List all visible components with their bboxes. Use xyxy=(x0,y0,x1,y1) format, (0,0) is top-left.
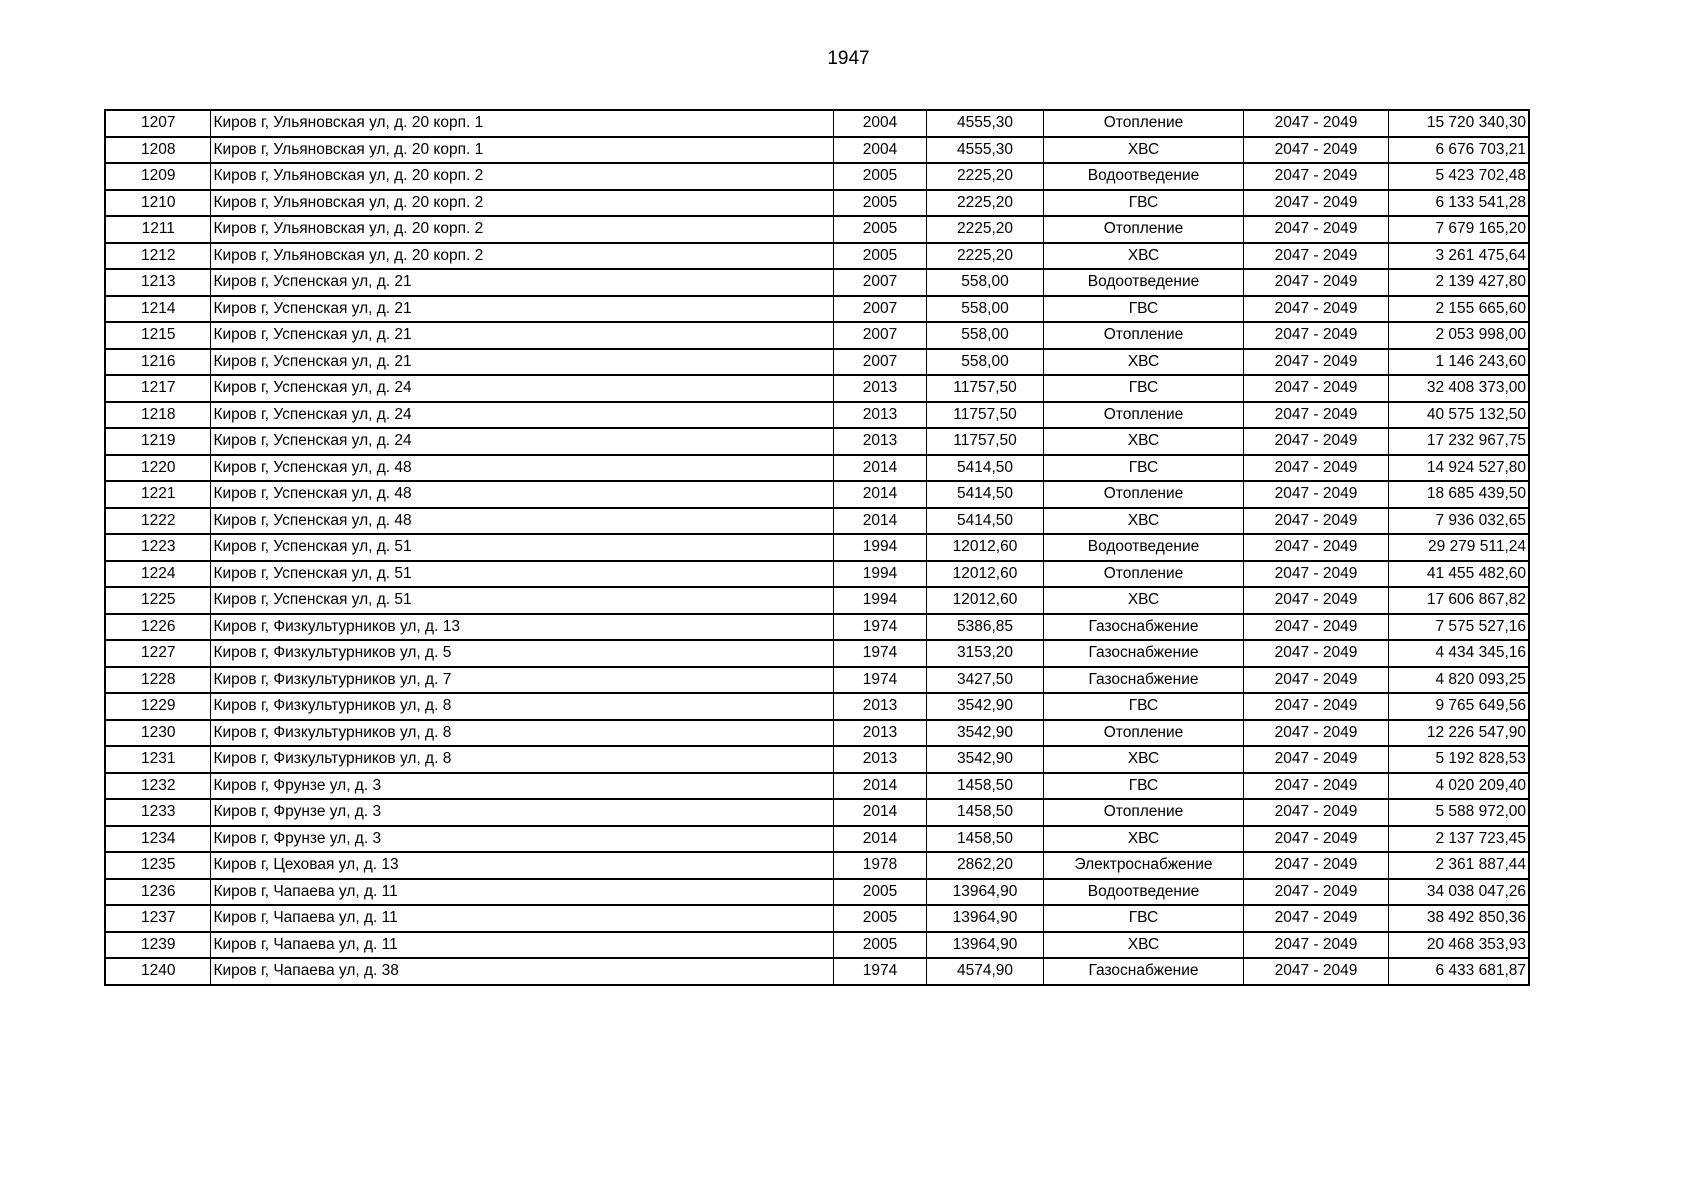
row-number-cell: 1234 xyxy=(105,826,210,853)
area-cell: 3153,20 xyxy=(926,640,1043,667)
year-cell: 1974 xyxy=(833,614,926,641)
area-cell: 2225,20 xyxy=(926,163,1043,190)
table-row xyxy=(105,852,1529,879)
cost-cell: 29 279 511,24 xyxy=(1388,534,1529,561)
address-cell: Киров г, Чапаева ул, д. 11 xyxy=(210,905,833,932)
period-cell: 2047 - 2049 xyxy=(1243,296,1388,323)
table-row xyxy=(105,163,1529,190)
table-row xyxy=(105,561,1529,588)
area-cell: 2225,20 xyxy=(926,243,1043,270)
address-cell: Киров г, Успенская ул, д. 51 xyxy=(210,534,833,561)
address-cell: Киров г, Цеховая ул, д. 13 xyxy=(210,852,833,879)
table-row xyxy=(105,243,1529,270)
period-cell: 2047 - 2049 xyxy=(1243,402,1388,429)
table-row xyxy=(105,614,1529,641)
year-cell: 1974 xyxy=(833,667,926,694)
cost-cell: 38 492 850,36 xyxy=(1388,905,1529,932)
table-row xyxy=(105,296,1529,323)
year-cell: 2005 xyxy=(833,932,926,959)
year-cell: 1994 xyxy=(833,534,926,561)
period-cell: 2047 - 2049 xyxy=(1243,826,1388,853)
cost-cell: 5 192 828,53 xyxy=(1388,746,1529,773)
period-cell: 2047 - 2049 xyxy=(1243,879,1388,906)
year-cell: 2013 xyxy=(833,375,926,402)
area-cell: 1458,50 xyxy=(926,773,1043,800)
table-row xyxy=(105,190,1529,217)
cost-cell: 2 137 723,45 xyxy=(1388,826,1529,853)
year-cell: 2014 xyxy=(833,455,926,482)
cost-cell: 15 720 340,30 xyxy=(1388,110,1529,137)
table-row xyxy=(105,375,1529,402)
address-cell: Киров г, Успенская ул, д. 21 xyxy=(210,296,833,323)
period-cell: 2047 - 2049 xyxy=(1243,587,1388,614)
service-type-cell: ХВС xyxy=(1043,428,1243,455)
table-row xyxy=(105,349,1529,376)
address-cell: Киров г, Успенская ул, д. 48 xyxy=(210,508,833,535)
cost-cell: 34 038 047,26 xyxy=(1388,879,1529,906)
service-type-cell: ГВС xyxy=(1043,190,1243,217)
address-cell: Киров г, Успенская ул, д. 24 xyxy=(210,402,833,429)
area-cell: 13964,90 xyxy=(926,879,1043,906)
service-type-cell: ХВС xyxy=(1043,587,1243,614)
address-cell: Киров г, Фрунзе ул, д. 3 xyxy=(210,799,833,826)
cost-cell: 7 575 527,16 xyxy=(1388,614,1529,641)
service-type-cell: Водоотведение xyxy=(1043,879,1243,906)
page-number: 1947 xyxy=(827,48,870,69)
table-row xyxy=(105,667,1529,694)
address-cell: Киров г, Успенская ул, д. 24 xyxy=(210,428,833,455)
table-row xyxy=(105,269,1529,296)
address-cell: Киров г, Физкультурников ул, д. 8 xyxy=(210,720,833,747)
period-cell: 2047 - 2049 xyxy=(1243,561,1388,588)
service-type-cell: Отопление xyxy=(1043,561,1243,588)
service-type-cell: ХВС xyxy=(1043,137,1243,164)
cost-cell: 4 820 093,25 xyxy=(1388,667,1529,694)
period-cell: 2047 - 2049 xyxy=(1243,534,1388,561)
address-cell: Киров г, Фрунзе ул, д. 3 xyxy=(210,826,833,853)
address-cell: Киров г, Физкультурников ул, д. 13 xyxy=(210,614,833,641)
service-type-cell: ГВС xyxy=(1043,375,1243,402)
service-type-cell: Отопление xyxy=(1043,481,1243,508)
row-number-cell: 1231 xyxy=(105,746,210,773)
row-number-cell: 1224 xyxy=(105,561,210,588)
area-cell: 5414,50 xyxy=(926,481,1043,508)
row-number-cell: 1222 xyxy=(105,508,210,535)
service-type-cell: Водоотведение xyxy=(1043,269,1243,296)
period-cell: 2047 - 2049 xyxy=(1243,693,1388,720)
year-cell: 2004 xyxy=(833,137,926,164)
row-number-cell: 1212 xyxy=(105,243,210,270)
cost-cell: 7 936 032,65 xyxy=(1388,508,1529,535)
cost-cell: 2 155 665,60 xyxy=(1388,296,1529,323)
period-cell: 2047 - 2049 xyxy=(1243,455,1388,482)
row-number-cell: 1218 xyxy=(105,402,210,429)
address-cell: Киров г, Ульяновская ул, д. 20 корп. 1 xyxy=(210,110,833,137)
year-cell: 2005 xyxy=(833,190,926,217)
table-row xyxy=(105,110,1529,137)
row-number-cell: 1232 xyxy=(105,773,210,800)
row-number-cell: 1215 xyxy=(105,322,210,349)
address-cell: Киров г, Успенская ул, д. 21 xyxy=(210,322,833,349)
year-cell: 2014 xyxy=(833,799,926,826)
address-cell: Киров г, Успенская ул, д. 21 xyxy=(210,269,833,296)
row-number-cell: 1229 xyxy=(105,693,210,720)
cost-cell: 3 261 475,64 xyxy=(1388,243,1529,270)
service-type-cell: Водоотведение xyxy=(1043,163,1243,190)
cost-cell: 9 765 649,56 xyxy=(1388,693,1529,720)
area-cell: 2225,20 xyxy=(926,216,1043,243)
year-cell: 2007 xyxy=(833,322,926,349)
area-cell: 558,00 xyxy=(926,322,1043,349)
area-cell: 4555,30 xyxy=(926,137,1043,164)
row-number-cell: 1220 xyxy=(105,455,210,482)
cost-cell: 12 226 547,90 xyxy=(1388,720,1529,747)
service-type-cell: Отопление xyxy=(1043,720,1243,747)
table-row xyxy=(105,879,1529,906)
row-number-cell: 1240 xyxy=(105,958,210,985)
year-cell: 2014 xyxy=(833,481,926,508)
table-row xyxy=(105,322,1529,349)
service-type-cell: Водоотведение xyxy=(1043,534,1243,561)
cost-cell: 7 679 165,20 xyxy=(1388,216,1529,243)
row-number-cell: 1216 xyxy=(105,349,210,376)
year-cell: 2005 xyxy=(833,879,926,906)
row-number-cell: 1210 xyxy=(105,190,210,217)
row-number-cell: 1213 xyxy=(105,269,210,296)
period-cell: 2047 - 2049 xyxy=(1243,216,1388,243)
area-cell: 11757,50 xyxy=(926,402,1043,429)
row-number-cell: 1221 xyxy=(105,481,210,508)
cost-cell: 2 139 427,80 xyxy=(1388,269,1529,296)
area-cell: 4555,30 xyxy=(926,110,1043,137)
period-cell: 2047 - 2049 xyxy=(1243,322,1388,349)
address-cell: Киров г, Физкультурников ул, д. 5 xyxy=(210,640,833,667)
table-row xyxy=(105,958,1529,985)
period-cell: 2047 - 2049 xyxy=(1243,799,1388,826)
period-cell: 2047 - 2049 xyxy=(1243,852,1388,879)
area-cell: 13964,90 xyxy=(926,932,1043,959)
address-cell: Киров г, Чапаева ул, д. 38 xyxy=(210,958,833,985)
period-cell: 2047 - 2049 xyxy=(1243,958,1388,985)
table-row xyxy=(105,826,1529,853)
cost-cell: 2 361 887,44 xyxy=(1388,852,1529,879)
address-cell: Киров г, Ульяновская ул, д. 20 корп. 2 xyxy=(210,163,833,190)
area-cell: 5414,50 xyxy=(926,508,1043,535)
row-number-cell: 1236 xyxy=(105,879,210,906)
area-cell: 4574,90 xyxy=(926,958,1043,985)
cost-cell: 41 455 482,60 xyxy=(1388,561,1529,588)
address-cell: Киров г, Успенская ул, д. 51 xyxy=(210,561,833,588)
area-cell: 558,00 xyxy=(926,269,1043,296)
period-cell: 2047 - 2049 xyxy=(1243,932,1388,959)
period-cell: 2047 - 2049 xyxy=(1243,163,1388,190)
row-number-cell: 1233 xyxy=(105,799,210,826)
row-number-cell: 1235 xyxy=(105,852,210,879)
period-cell: 2047 - 2049 xyxy=(1243,349,1388,376)
period-cell: 2047 - 2049 xyxy=(1243,428,1388,455)
service-type-cell: Газоснабжение xyxy=(1043,614,1243,641)
service-type-cell: ХВС xyxy=(1043,508,1243,535)
year-cell: 2013 xyxy=(833,402,926,429)
period-cell: 2047 - 2049 xyxy=(1243,508,1388,535)
year-cell: 2014 xyxy=(833,508,926,535)
row-number-cell: 1219 xyxy=(105,428,210,455)
cost-cell: 14 924 527,80 xyxy=(1388,455,1529,482)
area-cell: 5386,85 xyxy=(926,614,1043,641)
table-row xyxy=(105,693,1529,720)
service-type-cell: Отопление xyxy=(1043,322,1243,349)
service-type-cell: ГВС xyxy=(1043,773,1243,800)
area-cell: 11757,50 xyxy=(926,375,1043,402)
address-cell: Киров г, Успенская ул, д. 21 xyxy=(210,349,833,376)
service-type-cell: Отопление xyxy=(1043,216,1243,243)
service-type-cell: ХВС xyxy=(1043,243,1243,270)
year-cell: 2013 xyxy=(833,746,926,773)
row-number-cell: 1239 xyxy=(105,932,210,959)
service-type-cell: ХВС xyxy=(1043,826,1243,853)
address-cell: Киров г, Физкультурников ул, д. 7 xyxy=(210,667,833,694)
table-row xyxy=(105,534,1529,561)
year-cell: 2007 xyxy=(833,269,926,296)
service-type-cell: ГВС xyxy=(1043,693,1243,720)
table-row xyxy=(105,428,1529,455)
cost-cell: 6 676 703,21 xyxy=(1388,137,1529,164)
address-cell: Киров г, Успенская ул, д. 48 xyxy=(210,455,833,482)
row-number-cell: 1207 xyxy=(105,110,210,137)
service-type-cell: Газоснабжение xyxy=(1043,640,1243,667)
area-cell: 3542,90 xyxy=(926,746,1043,773)
cost-cell: 1 146 243,60 xyxy=(1388,349,1529,376)
area-cell: 12012,60 xyxy=(926,561,1043,588)
table-row xyxy=(105,216,1529,243)
service-type-cell: Отопление xyxy=(1043,799,1243,826)
year-cell: 1994 xyxy=(833,587,926,614)
area-cell: 3542,90 xyxy=(926,693,1043,720)
table-row xyxy=(105,402,1529,429)
service-type-cell: ХВС xyxy=(1043,349,1243,376)
table-row xyxy=(105,481,1529,508)
address-cell: Киров г, Фрунзе ул, д. 3 xyxy=(210,773,833,800)
area-cell: 2862,20 xyxy=(926,852,1043,879)
year-cell: 2007 xyxy=(833,349,926,376)
table-body xyxy=(105,110,1529,985)
period-cell: 2047 - 2049 xyxy=(1243,746,1388,773)
year-cell: 2005 xyxy=(833,216,926,243)
year-cell: 2013 xyxy=(833,720,926,747)
area-cell: 558,00 xyxy=(926,296,1043,323)
service-type-cell: Отопление xyxy=(1043,402,1243,429)
service-type-cell: ГВС xyxy=(1043,455,1243,482)
table-row xyxy=(105,932,1529,959)
service-type-cell: ГВС xyxy=(1043,905,1243,932)
row-number-cell: 1227 xyxy=(105,640,210,667)
row-number-cell: 1237 xyxy=(105,905,210,932)
row-number-cell: 1211 xyxy=(105,216,210,243)
year-cell: 1994 xyxy=(833,561,926,588)
year-cell: 2014 xyxy=(833,826,926,853)
table-row xyxy=(105,905,1529,932)
service-type-cell: ХВС xyxy=(1043,746,1243,773)
year-cell: 2005 xyxy=(833,905,926,932)
address-cell: Киров г, Успенская ул, д. 51 xyxy=(210,587,833,614)
year-cell: 1974 xyxy=(833,640,926,667)
address-cell: Киров г, Ульяновская ул, д. 20 корп. 2 xyxy=(210,243,833,270)
year-cell: 2014 xyxy=(833,773,926,800)
row-number-cell: 1217 xyxy=(105,375,210,402)
year-cell: 1978 xyxy=(833,852,926,879)
period-cell: 2047 - 2049 xyxy=(1243,773,1388,800)
address-cell: Киров г, Физкультурников ул, д. 8 xyxy=(210,746,833,773)
period-cell: 2047 - 2049 xyxy=(1243,614,1388,641)
cost-cell: 6 433 681,87 xyxy=(1388,958,1529,985)
service-type-cell: Газоснабжение xyxy=(1043,958,1243,985)
service-type-cell: ХВС xyxy=(1043,932,1243,959)
table-row xyxy=(105,508,1529,535)
year-cell: 2004 xyxy=(833,110,926,137)
address-cell: Киров г, Физкультурников ул, д. 8 xyxy=(210,693,833,720)
area-cell: 2225,20 xyxy=(926,190,1043,217)
cost-cell: 17 606 867,82 xyxy=(1388,587,1529,614)
area-cell: 12012,60 xyxy=(926,534,1043,561)
year-cell: 2005 xyxy=(833,243,926,270)
address-cell: Киров г, Успенская ул, д. 24 xyxy=(210,375,833,402)
period-cell: 2047 - 2049 xyxy=(1243,905,1388,932)
cost-cell: 17 232 967,75 xyxy=(1388,428,1529,455)
area-cell: 3542,90 xyxy=(926,720,1043,747)
row-number-cell: 1209 xyxy=(105,163,210,190)
cost-cell: 18 685 439,50 xyxy=(1388,481,1529,508)
address-cell: Киров г, Ульяновская ул, д. 20 корп. 1 xyxy=(210,137,833,164)
period-cell: 2047 - 2049 xyxy=(1243,375,1388,402)
year-cell: 1974 xyxy=(833,958,926,985)
service-type-cell: Газоснабжение xyxy=(1043,667,1243,694)
cost-cell: 40 575 132,50 xyxy=(1388,402,1529,429)
row-number-cell: 1223 xyxy=(105,534,210,561)
row-number-cell: 1228 xyxy=(105,667,210,694)
period-cell: 2047 - 2049 xyxy=(1243,720,1388,747)
area-cell: 1458,50 xyxy=(926,826,1043,853)
table-row xyxy=(105,137,1529,164)
area-cell: 558,00 xyxy=(926,349,1043,376)
year-cell: 2013 xyxy=(833,428,926,455)
period-cell: 2047 - 2049 xyxy=(1243,667,1388,694)
table-row xyxy=(105,455,1529,482)
area-cell: 12012,60 xyxy=(926,587,1043,614)
table-row xyxy=(105,799,1529,826)
row-number-cell: 1225 xyxy=(105,587,210,614)
period-cell: 2047 - 2049 xyxy=(1243,190,1388,217)
year-cell: 2007 xyxy=(833,296,926,323)
table-row xyxy=(105,773,1529,800)
period-cell: 2047 - 2049 xyxy=(1243,481,1388,508)
address-cell: Киров г, Ульяновская ул, д. 20 корп. 2 xyxy=(210,216,833,243)
row-number-cell: 1214 xyxy=(105,296,210,323)
address-cell: Киров г, Чапаева ул, д. 11 xyxy=(210,932,833,959)
cost-cell: 5 588 972,00 xyxy=(1388,799,1529,826)
cost-cell: 32 408 373,00 xyxy=(1388,375,1529,402)
area-cell: 1458,50 xyxy=(926,799,1043,826)
address-cell: Киров г, Чапаева ул, д. 11 xyxy=(210,879,833,906)
period-cell: 2047 - 2049 xyxy=(1243,243,1388,270)
row-number-cell: 1226 xyxy=(105,614,210,641)
row-number-cell: 1208 xyxy=(105,137,210,164)
cost-cell: 2 053 998,00 xyxy=(1388,322,1529,349)
address-cell: Киров г, Успенская ул, д. 48 xyxy=(210,481,833,508)
cost-cell: 4 434 345,16 xyxy=(1388,640,1529,667)
table-row xyxy=(105,640,1529,667)
year-cell: 2005 xyxy=(833,163,926,190)
table-row xyxy=(105,587,1529,614)
row-number-cell: 1230 xyxy=(105,720,210,747)
area-cell: 3427,50 xyxy=(926,667,1043,694)
cost-cell: 20 468 353,93 xyxy=(1388,932,1529,959)
area-cell: 13964,90 xyxy=(926,905,1043,932)
period-cell: 2047 - 2049 xyxy=(1243,640,1388,667)
service-type-cell: Электроснабжение xyxy=(1043,852,1243,879)
address-cell: Киров г, Ульяновская ул, д. 20 корп. 2 xyxy=(210,190,833,217)
period-cell: 2047 - 2049 xyxy=(1243,137,1388,164)
cost-cell: 6 133 541,28 xyxy=(1388,190,1529,217)
cost-cell: 4 020 209,40 xyxy=(1388,773,1529,800)
registry-table xyxy=(104,109,1530,986)
cost-cell: 5 423 702,48 xyxy=(1388,163,1529,190)
service-type-cell: Отопление xyxy=(1043,110,1243,137)
table-row xyxy=(105,720,1529,747)
service-type-cell: ГВС xyxy=(1043,296,1243,323)
year-cell: 2013 xyxy=(833,693,926,720)
area-cell: 11757,50 xyxy=(926,428,1043,455)
area-cell: 5414,50 xyxy=(926,455,1043,482)
period-cell: 2047 - 2049 xyxy=(1243,269,1388,296)
table-row xyxy=(105,746,1529,773)
period-cell: 2047 - 2049 xyxy=(1243,110,1388,137)
